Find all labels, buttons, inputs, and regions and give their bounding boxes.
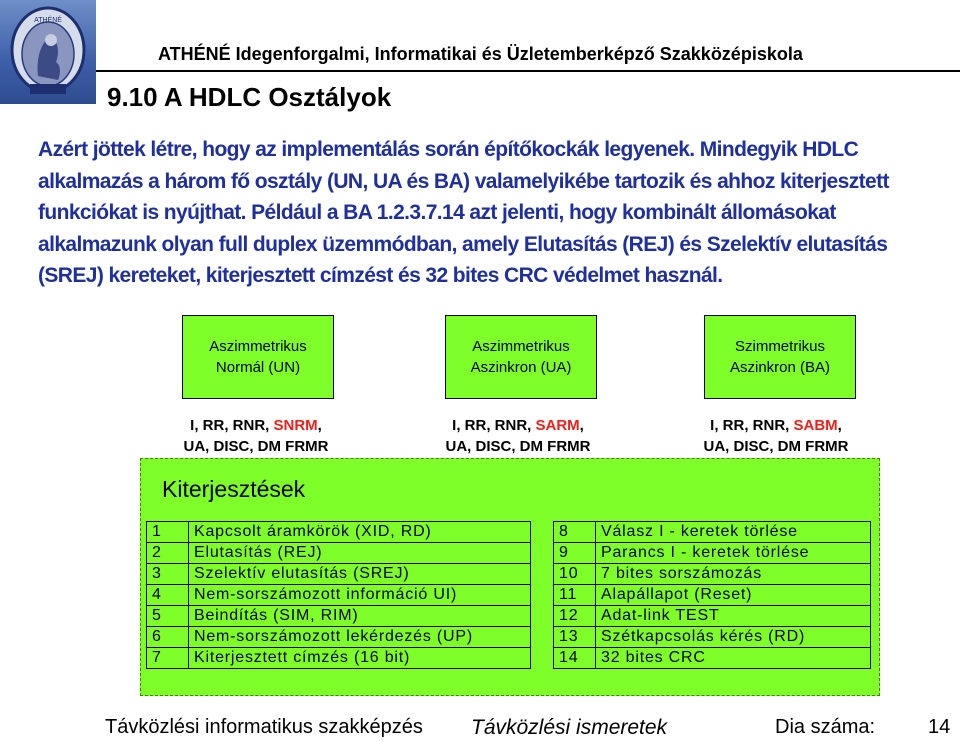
school-name: ATHÉNÉ Idegenforgalmi, Informatikai és Üzletemberképző Szakközépiskola xyxy=(158,44,803,64)
ext-number: 4 xyxy=(147,585,189,606)
ext-number: 12 xyxy=(554,606,596,627)
ext-text: Elutasítás (REJ) xyxy=(189,543,531,564)
cmd-line2: UA, DISC, DM FRMR xyxy=(445,438,591,455)
paragraph-line: funkciókat is nyújthat. Például a BA 1.2.3.7.14 azt jelenti, hogy kombinált állomásokat xyxy=(38,201,836,225)
extensions-title: Kiterjesztések xyxy=(162,476,306,502)
table-row xyxy=(147,606,531,627)
table-row xyxy=(554,564,871,585)
class-box-un xyxy=(182,315,334,399)
table-row xyxy=(554,648,871,669)
table-row xyxy=(147,585,531,606)
footer-course: Távközlési informatikus szakképzés xyxy=(105,716,423,738)
class-line: Aszinkron (BA) xyxy=(729,359,831,376)
ext-text: 32 bites CRC xyxy=(596,648,871,669)
ext-number: 2 xyxy=(147,543,189,564)
ext-number: 13 xyxy=(554,627,596,648)
cmd-text: , xyxy=(579,417,584,434)
slide-title: 9.10 A HDLC Osztályok xyxy=(107,82,392,112)
cmd-line2: UA, DISC, DM FRMR xyxy=(703,438,849,455)
paragraph-line: Azért jöttek létre, hogy az implementálás során építőkockák legyenek. Mindegyik HDLC xyxy=(38,138,859,161)
ext-number: 8 xyxy=(554,522,596,543)
extensions-table-left xyxy=(146,521,531,669)
extensions-table-right xyxy=(553,521,871,669)
ext-text: Kiterjesztett címzés (16 bit) xyxy=(189,648,531,669)
footer-subject: Távközlési ismeretek xyxy=(471,716,668,739)
table-row xyxy=(554,585,871,606)
cmd-highlight: SNRM xyxy=(273,417,318,434)
athene-emblem-icon xyxy=(0,0,96,104)
ext-number: 7 xyxy=(147,648,189,669)
cmd-highlight: SABM xyxy=(793,417,838,434)
table-row xyxy=(147,564,531,585)
ext-text: Alapállapot (Reset) xyxy=(596,585,871,606)
table-row xyxy=(554,627,871,648)
ext-text: Nem-sorszámozott lekérdezés (UP) xyxy=(189,627,531,648)
paragraph-line: alkalmazás a három fő osztály (UN, UA és BA) valamelyikébe tartozik és ahhoz kiterjesztett xyxy=(38,169,889,193)
table-row xyxy=(554,543,871,564)
class-line: Aszimmetrikus xyxy=(472,338,570,355)
class-commands-un xyxy=(141,415,371,457)
class-box-ba xyxy=(704,315,856,399)
table-row xyxy=(147,648,531,669)
logo-text: ATHÉNÉ xyxy=(34,17,62,24)
ext-number: 6 xyxy=(147,627,189,648)
ext-text: Szelektív elutasítás (SREJ) xyxy=(189,564,531,585)
ext-number: 10 xyxy=(554,564,596,585)
ext-text: 7 bites sorszámozás xyxy=(596,564,871,585)
ext-number: 1 xyxy=(147,522,189,543)
header-divider xyxy=(96,70,960,72)
cmd-text: , xyxy=(317,417,322,434)
ext-number: 14 xyxy=(554,648,596,669)
paragraph-line: (SREJ) kereteket, kiterjesztett címzést és 32 bites CRC védelmet használ. xyxy=(38,264,723,288)
ext-number: 11 xyxy=(554,585,596,606)
ext-text: Parancs I - keretek törlése xyxy=(596,543,871,564)
table-row xyxy=(554,606,871,627)
table-row xyxy=(147,522,531,543)
class-commands-ua xyxy=(403,415,633,457)
class-line: Aszinkron (UA) xyxy=(470,359,572,376)
ext-text: Adat-link TEST xyxy=(596,606,871,627)
ext-number: 5 xyxy=(147,606,189,627)
class-line: Normál (UN) xyxy=(215,359,301,376)
footer-slide-label: Dia száma: xyxy=(775,716,876,738)
footer-slide-number: 14 xyxy=(928,716,951,738)
ext-text: Nem-sorszámozott információ UI) xyxy=(189,585,531,606)
class-line: Szimmetrikus xyxy=(734,338,825,355)
cmd-line2: UA, DISC, DM FRMR xyxy=(183,438,329,455)
ext-text: Szétkapcsolás kérés (RD) xyxy=(596,627,871,648)
cmd-text: , xyxy=(837,417,842,434)
ext-text: Válasz I - keretek törlése xyxy=(596,522,871,543)
ext-text: Kapcsolt áramkörök (XID, RD) xyxy=(189,522,531,543)
cmd-text: I, RR, RNR, xyxy=(190,417,274,434)
class-line: Aszimmetrikus xyxy=(209,338,307,355)
school-logo xyxy=(0,0,96,104)
class-commands-ba xyxy=(661,415,891,457)
intro-paragraph xyxy=(38,134,950,292)
cmd-text: I, RR, RNR, xyxy=(710,417,794,434)
table-row xyxy=(554,522,871,543)
paragraph-line: alkalmazunk olyan full duplex üzemmódban, amely Elutasítás (REJ) és Szelektív elutasítás xyxy=(38,232,888,256)
ext-number: 3 xyxy=(147,564,189,585)
ext-text: Beindítás (SIM, RIM) xyxy=(189,606,531,627)
ext-number: 9 xyxy=(554,543,596,564)
cmd-text: I, RR, RNR, xyxy=(452,417,536,434)
cmd-highlight: SARM xyxy=(535,417,580,434)
class-box-ua xyxy=(445,315,597,399)
table-row xyxy=(147,627,531,648)
table-row xyxy=(147,543,531,564)
